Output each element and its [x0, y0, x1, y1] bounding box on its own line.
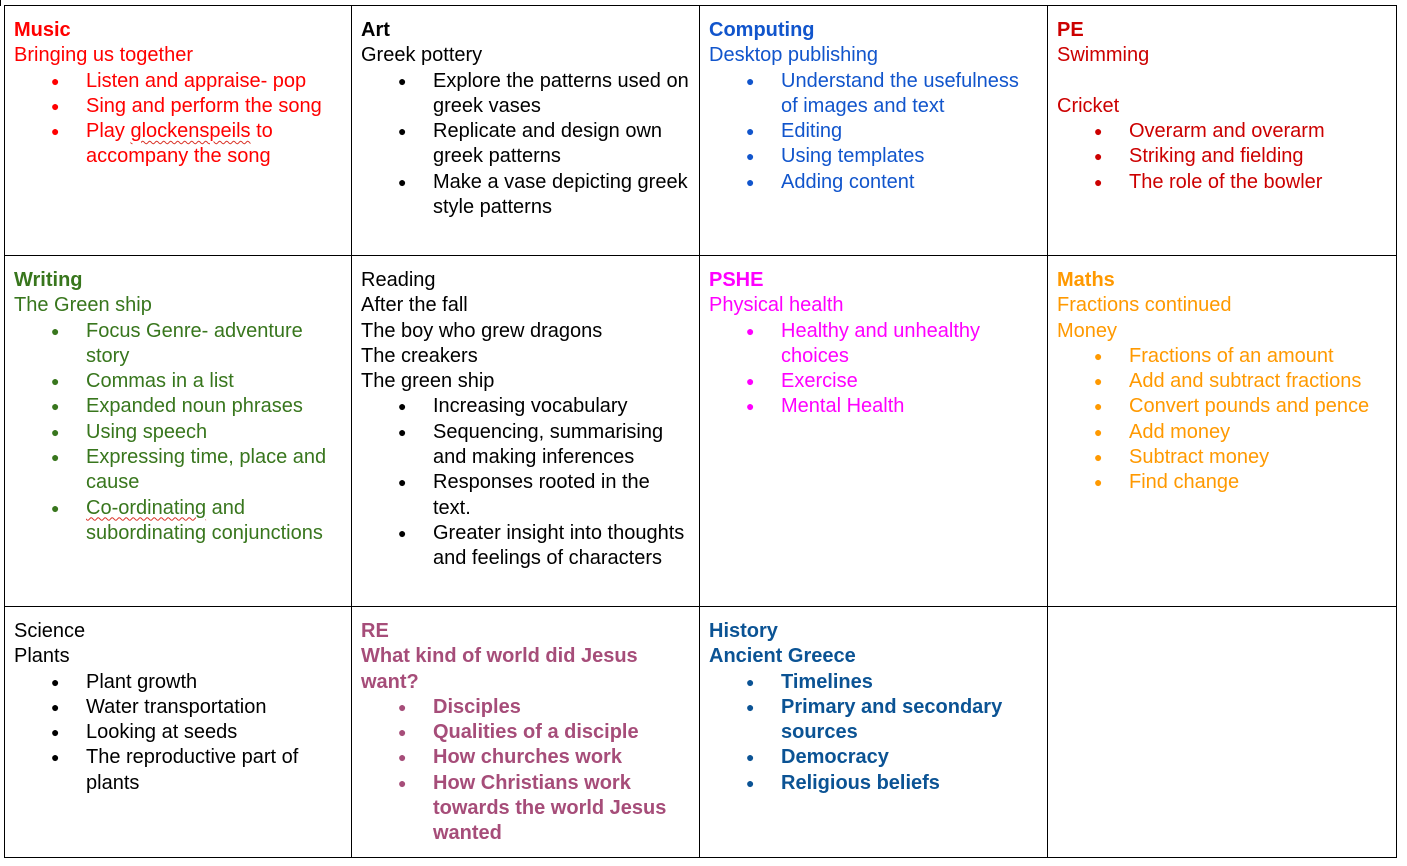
list-item: ● Understand the usefulness of images and text [781, 69, 1041, 120]
subject-heading: History [709, 620, 778, 642]
topic-title: Bringing us together [14, 44, 194, 67]
table-row [5, 607, 1397, 858]
list-item: ● Adding content [781, 170, 1041, 195]
list-item: ● Convert pounds and pence [1129, 394, 1390, 419]
list-item: ● Listen and appraise- pop [86, 69, 345, 94]
list-item: ● Fractions of an amount [1129, 344, 1390, 369]
list-item: ● Add money [1129, 420, 1390, 445]
topic-title: The Green ship [14, 294, 152, 317]
subject-heading: Science [14, 620, 86, 642]
book-title: The green ship [361, 370, 495, 393]
list-item: ● The role of the bowler [1129, 170, 1390, 195]
subject-heading: PSHE [709, 269, 764, 291]
list-item: ● How Christians work towards the world Jesus wanted [433, 771, 693, 847]
bullet-list [709, 670, 1041, 796]
topic-title: What kind of world did Jesus want? [361, 645, 638, 693]
cell-science[interactable] [5, 607, 352, 858]
list-item: ● Using speech [86, 420, 345, 445]
list-item: ● Religious beliefs [781, 771, 1041, 796]
topic-subtitle: Money [1057, 319, 1118, 342]
list-item: ● Focus Genre- adventure story [86, 319, 345, 370]
list-item: ● Qualities of a disciple [433, 720, 693, 745]
cell-empty[interactable] [1048, 607, 1397, 858]
list-item: ● Greater insight into thoughts and feelings of characters [433, 521, 693, 572]
bullet-list [709, 69, 1041, 195]
bullet-list [361, 69, 693, 221]
bullet-list [1057, 119, 1390, 195]
book-title: After the fall [361, 294, 468, 317]
list-item: ● Play glockenspeils to accompany the song [86, 119, 345, 170]
subject-heading: PE [1057, 19, 1084, 41]
list-item: ● Explore the patterns used on greek vases [433, 69, 693, 120]
list-item: ● Mental Health [781, 394, 1041, 419]
list-item: ● Commas in a list [86, 369, 345, 394]
list-item [86, 496, 345, 547]
list-item: ● Add and subtract fractions [1129, 369, 1390, 394]
list-item: ● Expanded noun phrases [86, 394, 345, 419]
list-item: ● Water transportation [86, 695, 345, 720]
subject-heading: Reading [361, 269, 436, 291]
subject-heading: Writing [14, 269, 83, 291]
cell-computing[interactable] [700, 6, 1048, 256]
list-item: ● Sing and perform the song [86, 94, 345, 119]
list-item: ● Subtract money [1129, 445, 1390, 470]
list-item: ● Using templates [781, 144, 1041, 169]
list-item-text: and subordinating conjunctions [86, 496, 323, 544]
subject-heading: Art [361, 19, 390, 41]
bullet-list [361, 394, 693, 571]
list-item: ● Disciples [433, 695, 693, 720]
cell-music[interactable] [5, 6, 352, 256]
cell-art[interactable] [352, 6, 700, 256]
list-item: ● Increasing vocabulary [433, 394, 693, 419]
table-row [5, 6, 1397, 256]
bullet-list [14, 670, 345, 796]
subject-heading: Music [14, 19, 71, 41]
list-item: ● The reproductive part of plants [86, 745, 345, 796]
list-item: ● Striking and fielding [1129, 144, 1390, 169]
spellcheck-word[interactable]: Co-ordinating [86, 496, 207, 519]
curriculum-table [4, 5, 1397, 858]
bullet-list [14, 69, 345, 170]
topic-subtitle: Cricket [1057, 94, 1120, 117]
list-item: ● Primary and secondary sources [781, 695, 1041, 746]
subject-heading: RE [361, 620, 389, 642]
list-item: ● Overarm and overarm [1129, 119, 1390, 144]
cell-history[interactable] [700, 607, 1048, 858]
topic-title: Greek pottery [361, 44, 483, 67]
bullet-list [1057, 344, 1390, 496]
list-item: ● Responses rooted in the text. [433, 470, 693, 521]
bullet-list [14, 319, 345, 547]
list-item: ● Find change [1129, 470, 1390, 495]
spellcheck-word[interactable]: glockenspeils [130, 120, 251, 143]
topic-title: Plants [14, 645, 70, 668]
list-item: ● How churches work [433, 745, 693, 770]
list-item: ● Looking at seeds [86, 720, 345, 745]
book-title: The creakers [361, 344, 478, 367]
cell-maths[interactable] [1048, 256, 1397, 607]
topic-title: Physical health [709, 294, 844, 317]
topic-title: Ancient Greece [709, 645, 856, 668]
list-item: ● Make a vase depicting greek style patterns [433, 170, 693, 221]
cell-pe[interactable] [1048, 6, 1397, 256]
list-item: ● Expressing time, place and cause [86, 445, 345, 496]
cell-pshe[interactable] [700, 256, 1048, 607]
cell-re[interactable] [352, 607, 700, 858]
list-item: ● Healthy and unhealthy choices [781, 319, 1041, 370]
cell-reading[interactable] [352, 256, 700, 607]
list-item: ● Editing [781, 119, 1041, 144]
list-item: ● Exercise [781, 369, 1041, 394]
cell-writing[interactable] [5, 256, 352, 607]
topic-title: Fractions continued [1057, 294, 1232, 317]
list-item-text: to accompany the song [86, 120, 273, 168]
list-item: ● Sequencing, summarising and making inferences [433, 420, 693, 471]
blank-line [1057, 69, 1390, 94]
bullet-list [361, 695, 693, 847]
subject-heading: Maths [1057, 269, 1115, 291]
list-item: ● Replicate and design own greek patterns [433, 119, 693, 170]
corner-mark [0, 0, 1, 6]
topic-title: Swimming [1057, 44, 1150, 67]
subject-heading: Computing [709, 19, 815, 41]
bullet-list [709, 319, 1041, 420]
list-item: ● Plant growth [86, 670, 345, 695]
list-item: ● Timelines [781, 670, 1041, 695]
list-item: ● Democracy [781, 745, 1041, 770]
topic-title: Desktop publishing [709, 44, 878, 67]
table-row [5, 256, 1397, 607]
book-title: The boy who grew dragons [361, 319, 603, 342]
